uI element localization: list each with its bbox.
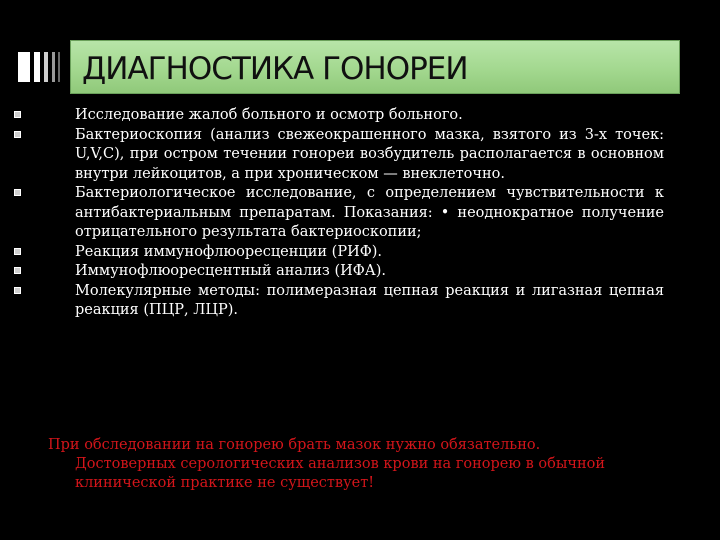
- list-item-text: Бактериологическое исследование, с определением чувствительности к антибактериальным препаратам. Показания: • неоднократное получение отрицательного результата бактериоскопии;: [75, 185, 664, 240]
- square-bullet-icon: [14, 248, 21, 255]
- decor-stripe: [18, 52, 30, 82]
- square-bullet-icon: [14, 131, 21, 138]
- square-bullet-icon: [14, 287, 21, 294]
- square-bullet-icon: [14, 267, 21, 274]
- square-bullet-icon: [14, 111, 21, 118]
- slide-title: ДИАГНОСТИКА ГОНОРЕИ: [82, 51, 468, 87]
- decor-stripe: [34, 52, 40, 82]
- decor-stripe: [52, 52, 55, 82]
- list-item-text: Исследование жалоб больного и осмотр больного.: [75, 107, 463, 123]
- decor-stripe: [58, 52, 60, 82]
- list-item: [14, 262, 664, 282]
- list-item: [14, 243, 664, 263]
- bullet-list: [14, 106, 664, 321]
- list-item-text: Молекулярные методы: полимеразная цепная реакция и лигазная цепная реакция (ПЦР, ЛЦР).: [75, 282, 664, 318]
- warning-note: [48, 436, 678, 493]
- warning-note-line: Достоверных серологических анализов крови на гонорею в обычной клинической практике не существует!: [75, 456, 606, 491]
- decor-stripe: [44, 52, 48, 82]
- list-item-text: Реакция иммунофлюоресценции (РИФ).: [75, 243, 383, 260]
- list-item: [14, 282, 664, 321]
- list-item: [14, 126, 664, 185]
- list-item: [14, 106, 664, 126]
- warning-note-line: При обследовании на гонорею брать мазок нужно обязательно.: [48, 437, 541, 453]
- list-item-text: Иммунофлюоресцентный анализ (ИФА).: [75, 263, 387, 279]
- list-item: [14, 184, 664, 243]
- square-bullet-icon: [14, 189, 21, 196]
- list-item-text: Бактериоскопия (анализ свежеокрашенного мазка, взятого из 3-х точек: U,V,C), при остром течении гонореи возбудитель располагается в основном внутри лейкоцитов, а при хроническом — внеклеточно.: [75, 126, 664, 182]
